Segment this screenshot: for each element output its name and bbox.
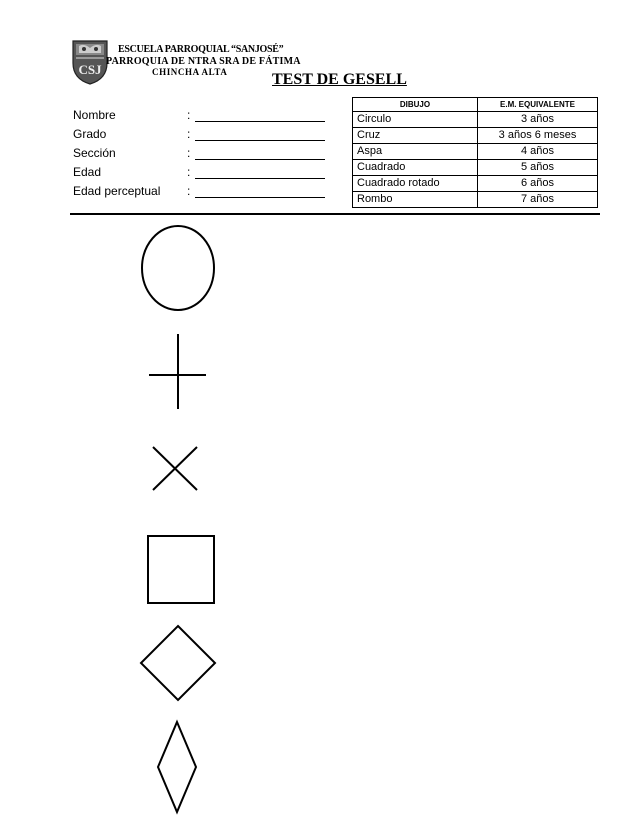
field-separator: : bbox=[187, 165, 191, 179]
field-label-nombre: Nombre bbox=[73, 108, 116, 122]
field-label-grado: Grado bbox=[73, 127, 107, 141]
age-cell: 3 años 6 meses bbox=[478, 128, 598, 144]
square-shape bbox=[148, 536, 214, 603]
age-cell: 7 años bbox=[478, 192, 598, 208]
logo-lettering: CSJ bbox=[78, 62, 102, 77]
field-label-seccion: Sección bbox=[73, 146, 116, 160]
drawing-cell: Rombo bbox=[353, 192, 478, 208]
drawing-cell: Cuadrado bbox=[353, 160, 478, 176]
city-name: CHINCHA ALTA bbox=[152, 67, 228, 77]
field-separator: : bbox=[187, 108, 191, 122]
x-shape bbox=[153, 447, 197, 490]
page-title: TEST DE GESELL bbox=[272, 71, 407, 88]
rhombus-shape bbox=[158, 722, 196, 812]
drawing-cell: Aspa bbox=[353, 144, 478, 160]
column-header-drawing: DIBUJO bbox=[353, 98, 478, 112]
school-name: ESCUELA PARROQUIAL “SANJOSÉ” bbox=[118, 44, 284, 55]
age-cell: 5 años bbox=[478, 160, 598, 176]
drawing-cell: Circulo bbox=[353, 112, 478, 128]
field-separator: : bbox=[187, 146, 191, 160]
parish-name: PARROQUIA DE NTRA SRA DE FÁTIMA bbox=[106, 56, 301, 67]
drawing-cell: Cruz bbox=[353, 128, 478, 144]
column-header-equivalent-age: E.M. EQUIVALENTE bbox=[478, 98, 598, 112]
cross-shape bbox=[149, 334, 206, 409]
field-label-edad-perceptual: Edad perceptual bbox=[73, 184, 161, 198]
circle-shape bbox=[142, 226, 214, 310]
rotated-square-shape bbox=[141, 626, 215, 700]
field-label-edad: Edad bbox=[73, 165, 102, 179]
field-separator: : bbox=[187, 184, 191, 198]
age-cell: 6 años bbox=[478, 176, 598, 192]
age-cell: 4 años bbox=[478, 144, 598, 160]
drawing-cell: Cuadrado rotado bbox=[353, 176, 478, 192]
age-cell: 3 años bbox=[478, 112, 598, 128]
field-separator: : bbox=[187, 127, 191, 141]
